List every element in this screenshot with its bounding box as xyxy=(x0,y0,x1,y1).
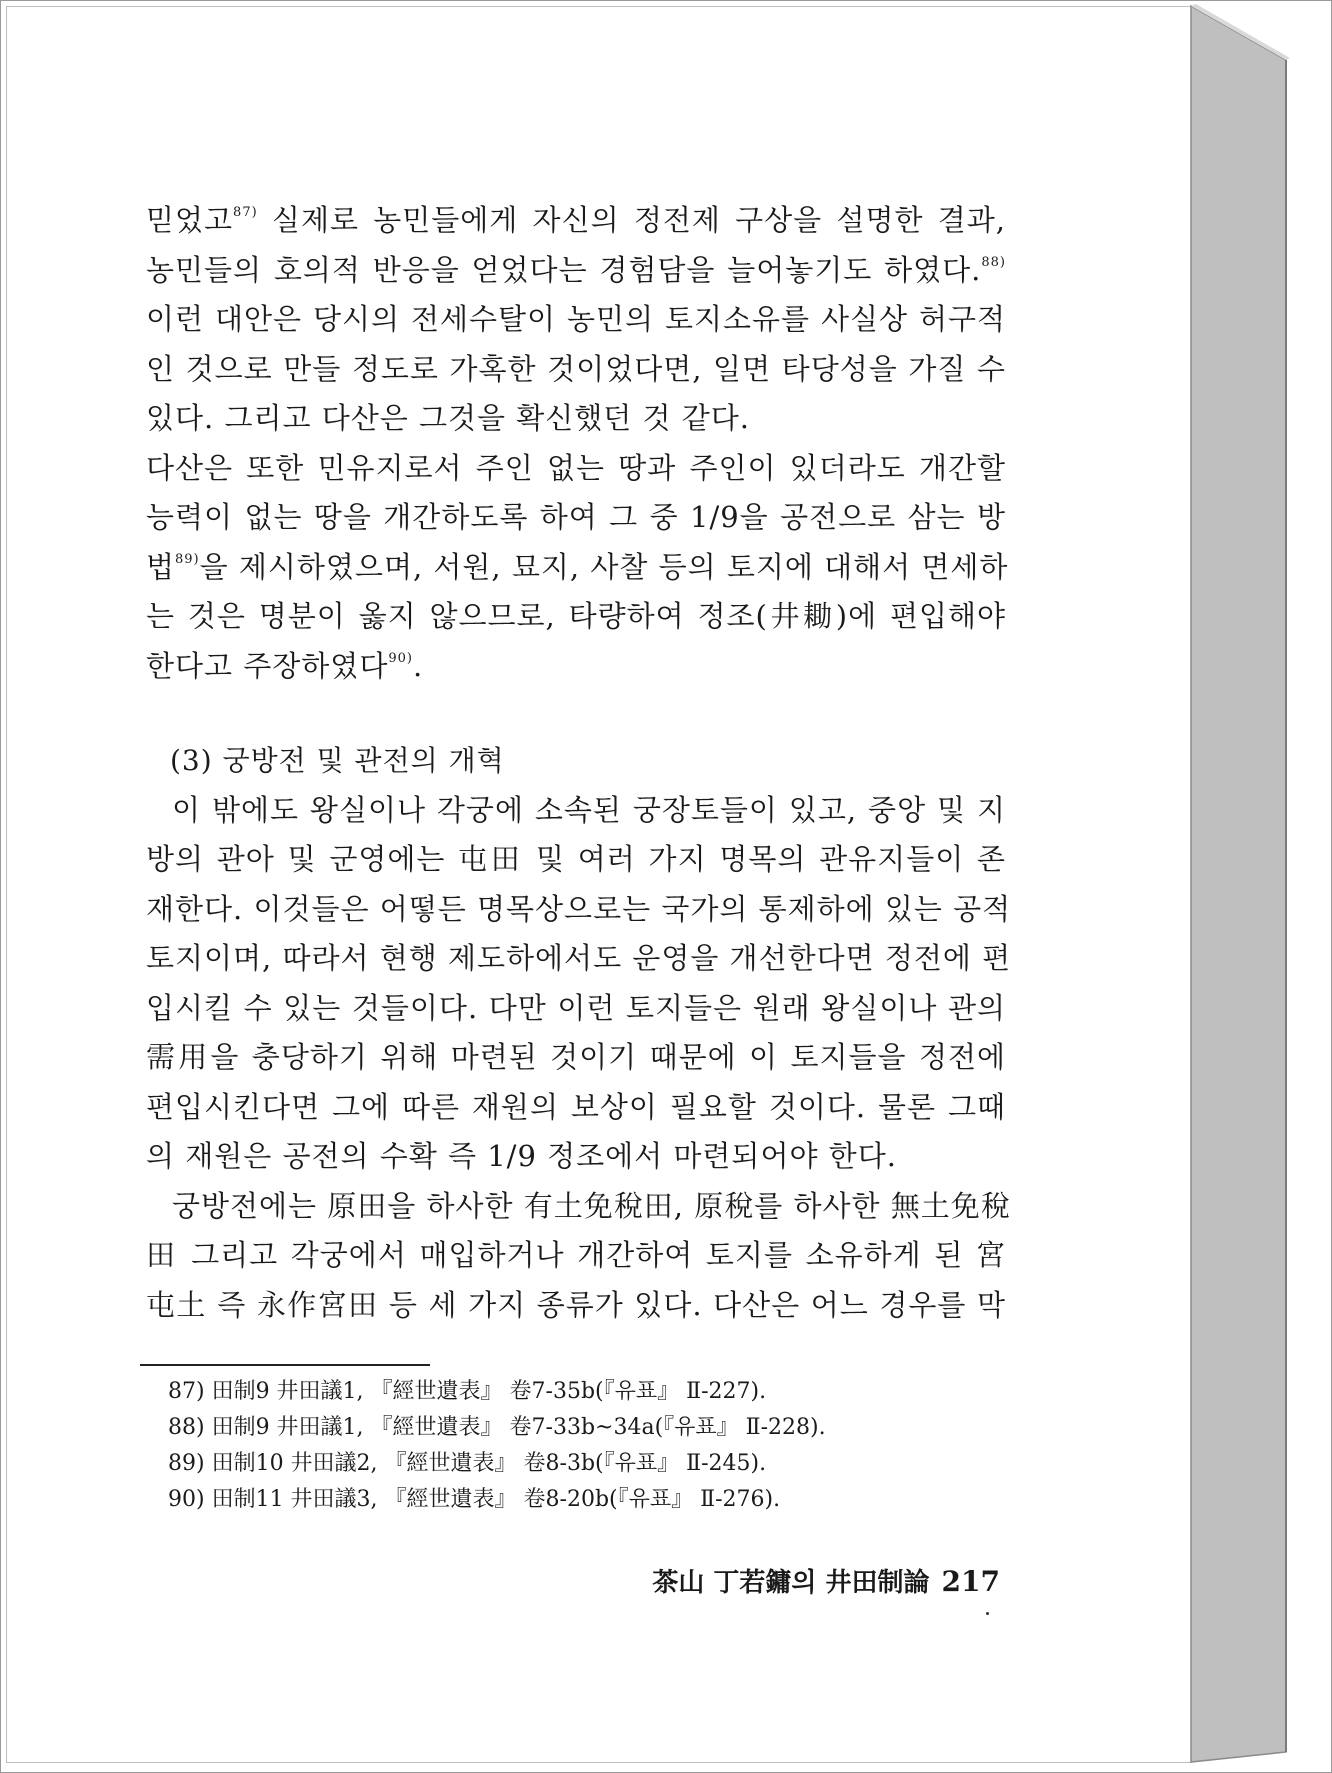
text-line: 田 그리고 각궁에서 매입하거나 개간하여 토지를 소유하게 된 宮 xyxy=(146,1238,1006,1272)
body-text xyxy=(146,196,1012,1330)
text-line: 방의 관아 및 군영에는 屯田 및 여러 가지 명목의 관유지들이 존 xyxy=(146,842,1006,876)
footnote-ref: 87) xyxy=(233,205,258,220)
footnote: 89) 田制10 井田議2, 『經世遺表』 卷8-3b(『유표』 Ⅱ-245). xyxy=(168,1451,767,1476)
scan-speck xyxy=(986,1612,989,1615)
page-number: 217 xyxy=(941,1565,1000,1598)
text-line: 있다. 그리고 다산은 그것을 확신했던 것 같다. xyxy=(146,401,750,435)
text-line: 需用을 충당하기 위해 마련된 것이기 때문에 이 토지들을 정전에 xyxy=(146,1040,1006,1074)
text-line: 능력이 없는 땅을 개간하도록 하여 그 중 1/9을 공전으로 삼는 방 xyxy=(146,500,1006,534)
footnote-ref: 90) xyxy=(388,650,413,666)
text-line: 편입시킨다면 그에 따른 재원의 보상이 필요할 것이다. 물론 그때 xyxy=(146,1089,1006,1124)
footnotes xyxy=(168,1374,868,1518)
text-line: 이런 대안은 당시의 전세수탈이 농민의 토지소유를 사실상 허구적 xyxy=(146,302,1006,336)
section-heading: (3) 궁방전 및 관전의 개혁 xyxy=(170,744,505,777)
footnote: 88) 田制9 井田議1, 『經世遺表』 卷7-33b~34a(『유표』 Ⅱ-228). xyxy=(168,1415,826,1440)
text-line: 인 것으로 만들 정도로 가혹한 것이었다면, 일면 타당성을 가질 수 xyxy=(146,351,1006,386)
footnote-ref: 88) xyxy=(981,254,1006,270)
text-line: 토지이며, 따라서 현행 제도하에서도 운영을 개선한다면 정전에 편 xyxy=(146,941,1012,975)
text-line: 屯土 즉 永作宮田 등 세 가지 종류가 있다. 다산은 어느 경우를 막 xyxy=(146,1287,1006,1322)
text-line: 농민들의 호의적 반응을 얻었다는 경험담을 늘어놓기도 하였다.$^{88)}$ xyxy=(146,252,1006,287)
text-line: 믿었고$^{87)}$ 실제로 농민들에게 자신의 정전제 구상을 설명한 결과, xyxy=(146,203,1006,237)
text-line: 법$^{89)}$을 제시하였으며, 서원, 묘지, 사찰 등의 토지에 대해서 면세하 xyxy=(146,549,1009,584)
text-line: 는 것은 명분이 옳지 않으므로, 타량하여 정조(井耡)에 편입해야 xyxy=(146,599,1006,633)
text-line: 재한다. 이것들은 어떻든 명목상으로는 국가의 통제하에 있는 공적 xyxy=(146,891,1012,926)
text-line: 한다고 주장하였다$^{90)}$. xyxy=(146,648,424,683)
running-title: 茶山 丁若鏞의 井田制論 xyxy=(652,1568,930,1598)
text-line: 궁방전에는 原田을 하사한 有土免稅田, 原稅를 하사한 無土免稅 xyxy=(172,1188,1011,1223)
text-line: 의 재원은 공전의 수확 즉 1/9 정조에서 마련되어야 한다. xyxy=(146,1139,897,1173)
footnote: 87) 田制9 井田議1, 『經世遺表』 卷7-35b(『유표』 Ⅱ-227). xyxy=(168,1379,767,1404)
text-line: 다산은 또한 민유지로서 주인 없는 땅과 주인이 있더라도 개간할 xyxy=(146,450,1006,485)
text-line: 입시킬 수 있는 것들이다. 다만 이런 토지들은 원래 왕실이나 관의 xyxy=(146,990,1006,1025)
footnote-ref: 89) xyxy=(175,551,200,567)
page-footer xyxy=(652,1562,1000,1599)
footnote: 90) 田制11 井田議3, 『經世遺表』 卷8-20b(『유표』 Ⅱ-276). xyxy=(168,1487,781,1512)
footnote-separator xyxy=(140,1364,430,1366)
text-line: 이 밖에도 왕실이나 각궁에 소속된 궁장토들이 있고, 중앙 및 지 xyxy=(172,792,1006,827)
